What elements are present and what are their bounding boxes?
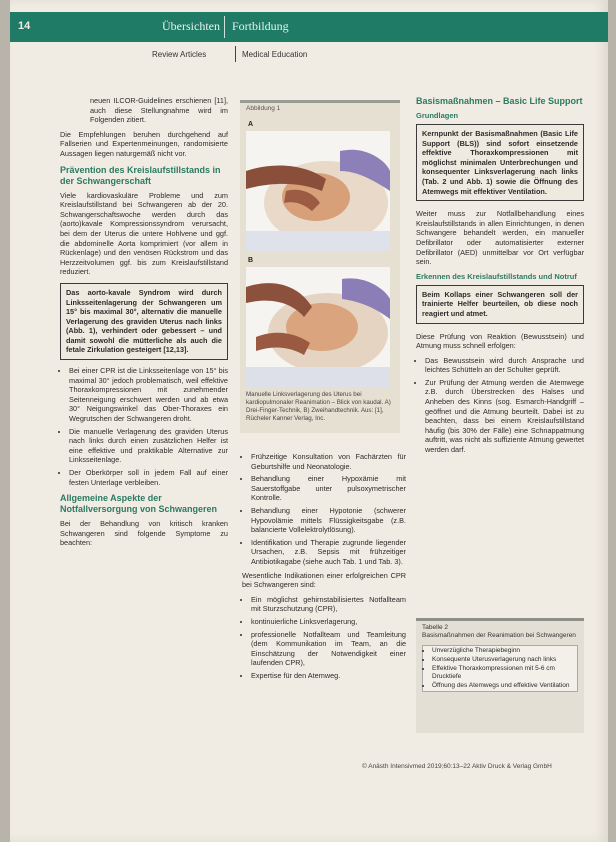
table-title: Basismaßnahmen der Reanimation bei Schwangeren bbox=[422, 632, 576, 639]
figure-letter-a: A bbox=[248, 121, 254, 128]
list-item: • Identifikation und Therapie zugrunde liegender Ursachen, z.B. Sepsis mit frühzeitiger Antibiotikagabe (siehe auch Tab. 1 und Tab. 3). bbox=[251, 538, 406, 567]
figure-photo-b bbox=[246, 267, 390, 387]
table-row: • Effektive Thoraxkompressionen mit 5-6 cm Drucktiefe bbox=[432, 665, 577, 681]
list-item: • Expertise für den Atemweg. bbox=[251, 671, 406, 681]
key-message-box bbox=[416, 285, 584, 324]
footer-copyright: © Anästh Intensivmed 2019;60:13–22 Aktiv Druck & Verlag GmbH bbox=[362, 763, 552, 770]
section-heading: Allgemeine Aspekte der Notfallversorgung von Schwangeren bbox=[60, 493, 218, 515]
paragraph: Bei der Behandlung von kritisch kranken Schwangeren sind folgende Symptome zu beachten: bbox=[60, 519, 228, 548]
section-heading: Basismaßnahmen – Basic Life Support bbox=[416, 96, 583, 106]
list-item: • Das Bewusstsein wird durch Ansprache und leichtes Schütteln an der Schulter geprüft. bbox=[425, 356, 584, 375]
sub-heading: Erkennen des Kreislaufstillstands und Notruf bbox=[416, 271, 577, 281]
bullet-list bbox=[60, 366, 228, 487]
list-item: • Der Oberkörper soll in jedem Fall auf einer festen Unterlage verbleiben. bbox=[69, 468, 228, 487]
list-item: • Ein möglichst gehirnstabilisiertes Notfallteam mit Sturzschutzung (CPR), bbox=[251, 595, 406, 614]
section-left: Übersichten bbox=[162, 19, 220, 33]
list-item: • professionelle Notfallteam und Teamleitung (dem Kommunikation im Team, an die Einschätzung der Notwendigkeit einer laufenden CPR), bbox=[251, 630, 406, 668]
bullet-list bbox=[416, 356, 584, 455]
section-heading: Prävention des Kreislaufstillstands in der Schwangerschaft bbox=[60, 164, 221, 186]
table-row: • Unverzügliche Therapiebeginn bbox=[432, 647, 577, 655]
figure-caption: Manuelle Linksverlagerung des Uterus bei kardiopulmonaler Reanimation – Blick von kaudal. A) Drei-Finger-Technik, B) Zweihandtechnik. Aus: [1], Rücheler Kanner Verlag, Inc. bbox=[246, 391, 391, 422]
list-item: • Behandlung einer Hypotonie (schwerer Hypovolämie mittels Flüssigkeitsgabe (z.B. balancierte Vollelektrolytlösung). bbox=[251, 506, 406, 535]
table-row: • Konsequente Uterusverlagerung nach links bbox=[432, 656, 577, 664]
table-2 bbox=[416, 618, 584, 733]
list-item: • Die manuelle Verlagerung des graviden Uterus nach links durch einen zusätzlichen Helfer ist eine effektive und praktikable Alternative zur Linksseitenlage. bbox=[69, 427, 228, 465]
figure-label: Abbildung 1 bbox=[246, 105, 281, 112]
table-list bbox=[422, 645, 578, 692]
page-number: 14 bbox=[18, 20, 31, 32]
table-label bbox=[416, 621, 584, 643]
key-message-box bbox=[60, 283, 228, 360]
list-item: • kontinuierliche Linksverlagerung, bbox=[251, 617, 406, 627]
figure-photo-a bbox=[246, 131, 390, 251]
subhead-divider bbox=[235, 46, 236, 62]
list-item: • Zur Prüfung der Atmung werden die Atemwege z.B. durch Überstrecken des Halses und Anheben des Kinns (sog. Esmarch-Handgriff – geöffnet und die Atmung beurteilt. Dabei ist zu beachten, dass bei einem Kreislaufstillstand häufig (bis 30% der Fälle) eine Schnappatmung auftritt, was nicht als suffiziente Atmung gewertet werden darf. bbox=[425, 378, 584, 455]
column-3 bbox=[416, 96, 584, 458]
bullet-list bbox=[242, 452, 406, 567]
key-message-box bbox=[416, 124, 584, 201]
table-number: Tabelle 2 bbox=[422, 624, 449, 631]
list-item: • Frühzeitige Konsultation von Fachärzten für Geburtshilfe und Neonatologie. bbox=[251, 452, 406, 471]
paragraph: Wesentliche Indikationen einer erfolgreichen CPR bei Schwangeren sind: bbox=[242, 570, 406, 590]
column-2 bbox=[242, 452, 406, 683]
paragraph: Weiter muss zur Notfallbehandlung eines Kreislaufstillstands in allen Einrichtungen, in denen Schwangere behandelt werden, ein manueller Defibrillator oder automatisierter externer Defibrillator (AED) unmittelbar vor Ort verfügbar sein. bbox=[416, 209, 584, 267]
header-bar bbox=[10, 12, 608, 42]
list-item: • Behandlung einer Hypoxämie mit Sauerstoffgabe unter pulsoxymetrischer Kontrolle. bbox=[251, 474, 406, 503]
key-message-text: Beim Kollaps einer Schwangeren soll der trainierte Helfer beurteilen, ob diese noch reagiert und atmet. bbox=[422, 289, 578, 318]
list-item: • Bei einer CPR ist die Linksseitenlage von 15° bis maximal 30° jedoch problematisch, weil effektive Thoraxkompressionen mit zunehmender Seitenneigung erschwert werden und ab etwa 30° Neigungswinkel das Ober-Thoraxes ein Wegrutschen der Schwangeren droht. bbox=[69, 366, 228, 424]
paragraph: Diese Prüfung von Reaktion (Bewusstsein) und Atmung muss schnell erfolgen: bbox=[416, 331, 584, 351]
key-message-text: Das aorto-kavale Syndrom wird durch Linksseitenlagerung der Schwangeren um 15° bis maximal 30°, alternativ die manuelle Verlagerung des graviden Uterus nach links (Abb. 1), verhindert oder gebessert – und damit sowohl die mütterliche als auch die fetale Zirkulation gesteigert [12,13]. bbox=[66, 287, 222, 355]
subhead-right: Medical Education bbox=[242, 50, 308, 59]
figure-1 bbox=[240, 100, 400, 433]
paragraph: Die Empfehlungen beruhen durchgehend auf Fallserien und Expertenmeinungen, randomisierte Aussagen liegen naturgemäß nicht vor. bbox=[60, 129, 228, 158]
sub-heading: Grundlagen bbox=[416, 111, 459, 120]
bullet-list bbox=[242, 595, 406, 681]
table-row: • Öffnung des Atemwegs und effektive Ventilation bbox=[432, 682, 577, 690]
section-right: Fortbildung bbox=[232, 19, 289, 33]
figure-letter-b: B bbox=[248, 257, 254, 264]
paragraph: Viele kardiovaskuläre Probleme und zum Kreislaufstillstand bei Schwangeren ab der 20. Schwangerschaftswoche werden durch das (aorto)kavale Kompressionssyndrom verursacht, bei dem der Uterus die untere Hohlvene und ggf. die abdominelle Aorta komprimiert (vor allem in Rückenlage) und den venösen Rückstrom und das Herzzeitvolumen ggf. bis zum Kreislaufstillstand reduziert. bbox=[60, 190, 228, 277]
intro-text: neuen ILCOR-Guidelines erschienen [11], auch diese Stellungnahme wird im Folgenden zitiert. bbox=[90, 96, 228, 125]
page bbox=[10, 0, 608, 842]
subhead-left: Review Articles bbox=[152, 50, 207, 59]
key-message-text: Kernpunkt der Basismaßnahmen (Basic Life Support (BLS)) sind sofort einsetzende effektive Thoraxkompressionen mit möglichst minimalen Unterbrechungen und konsequenter Linksverlagerung nach links (Tab. 2 und Abb. 1) sowie die Öffnung des Atemwegs mit effektiver Ventilation. bbox=[422, 129, 578, 196]
column-1 bbox=[60, 96, 228, 553]
header-divider bbox=[224, 16, 225, 38]
